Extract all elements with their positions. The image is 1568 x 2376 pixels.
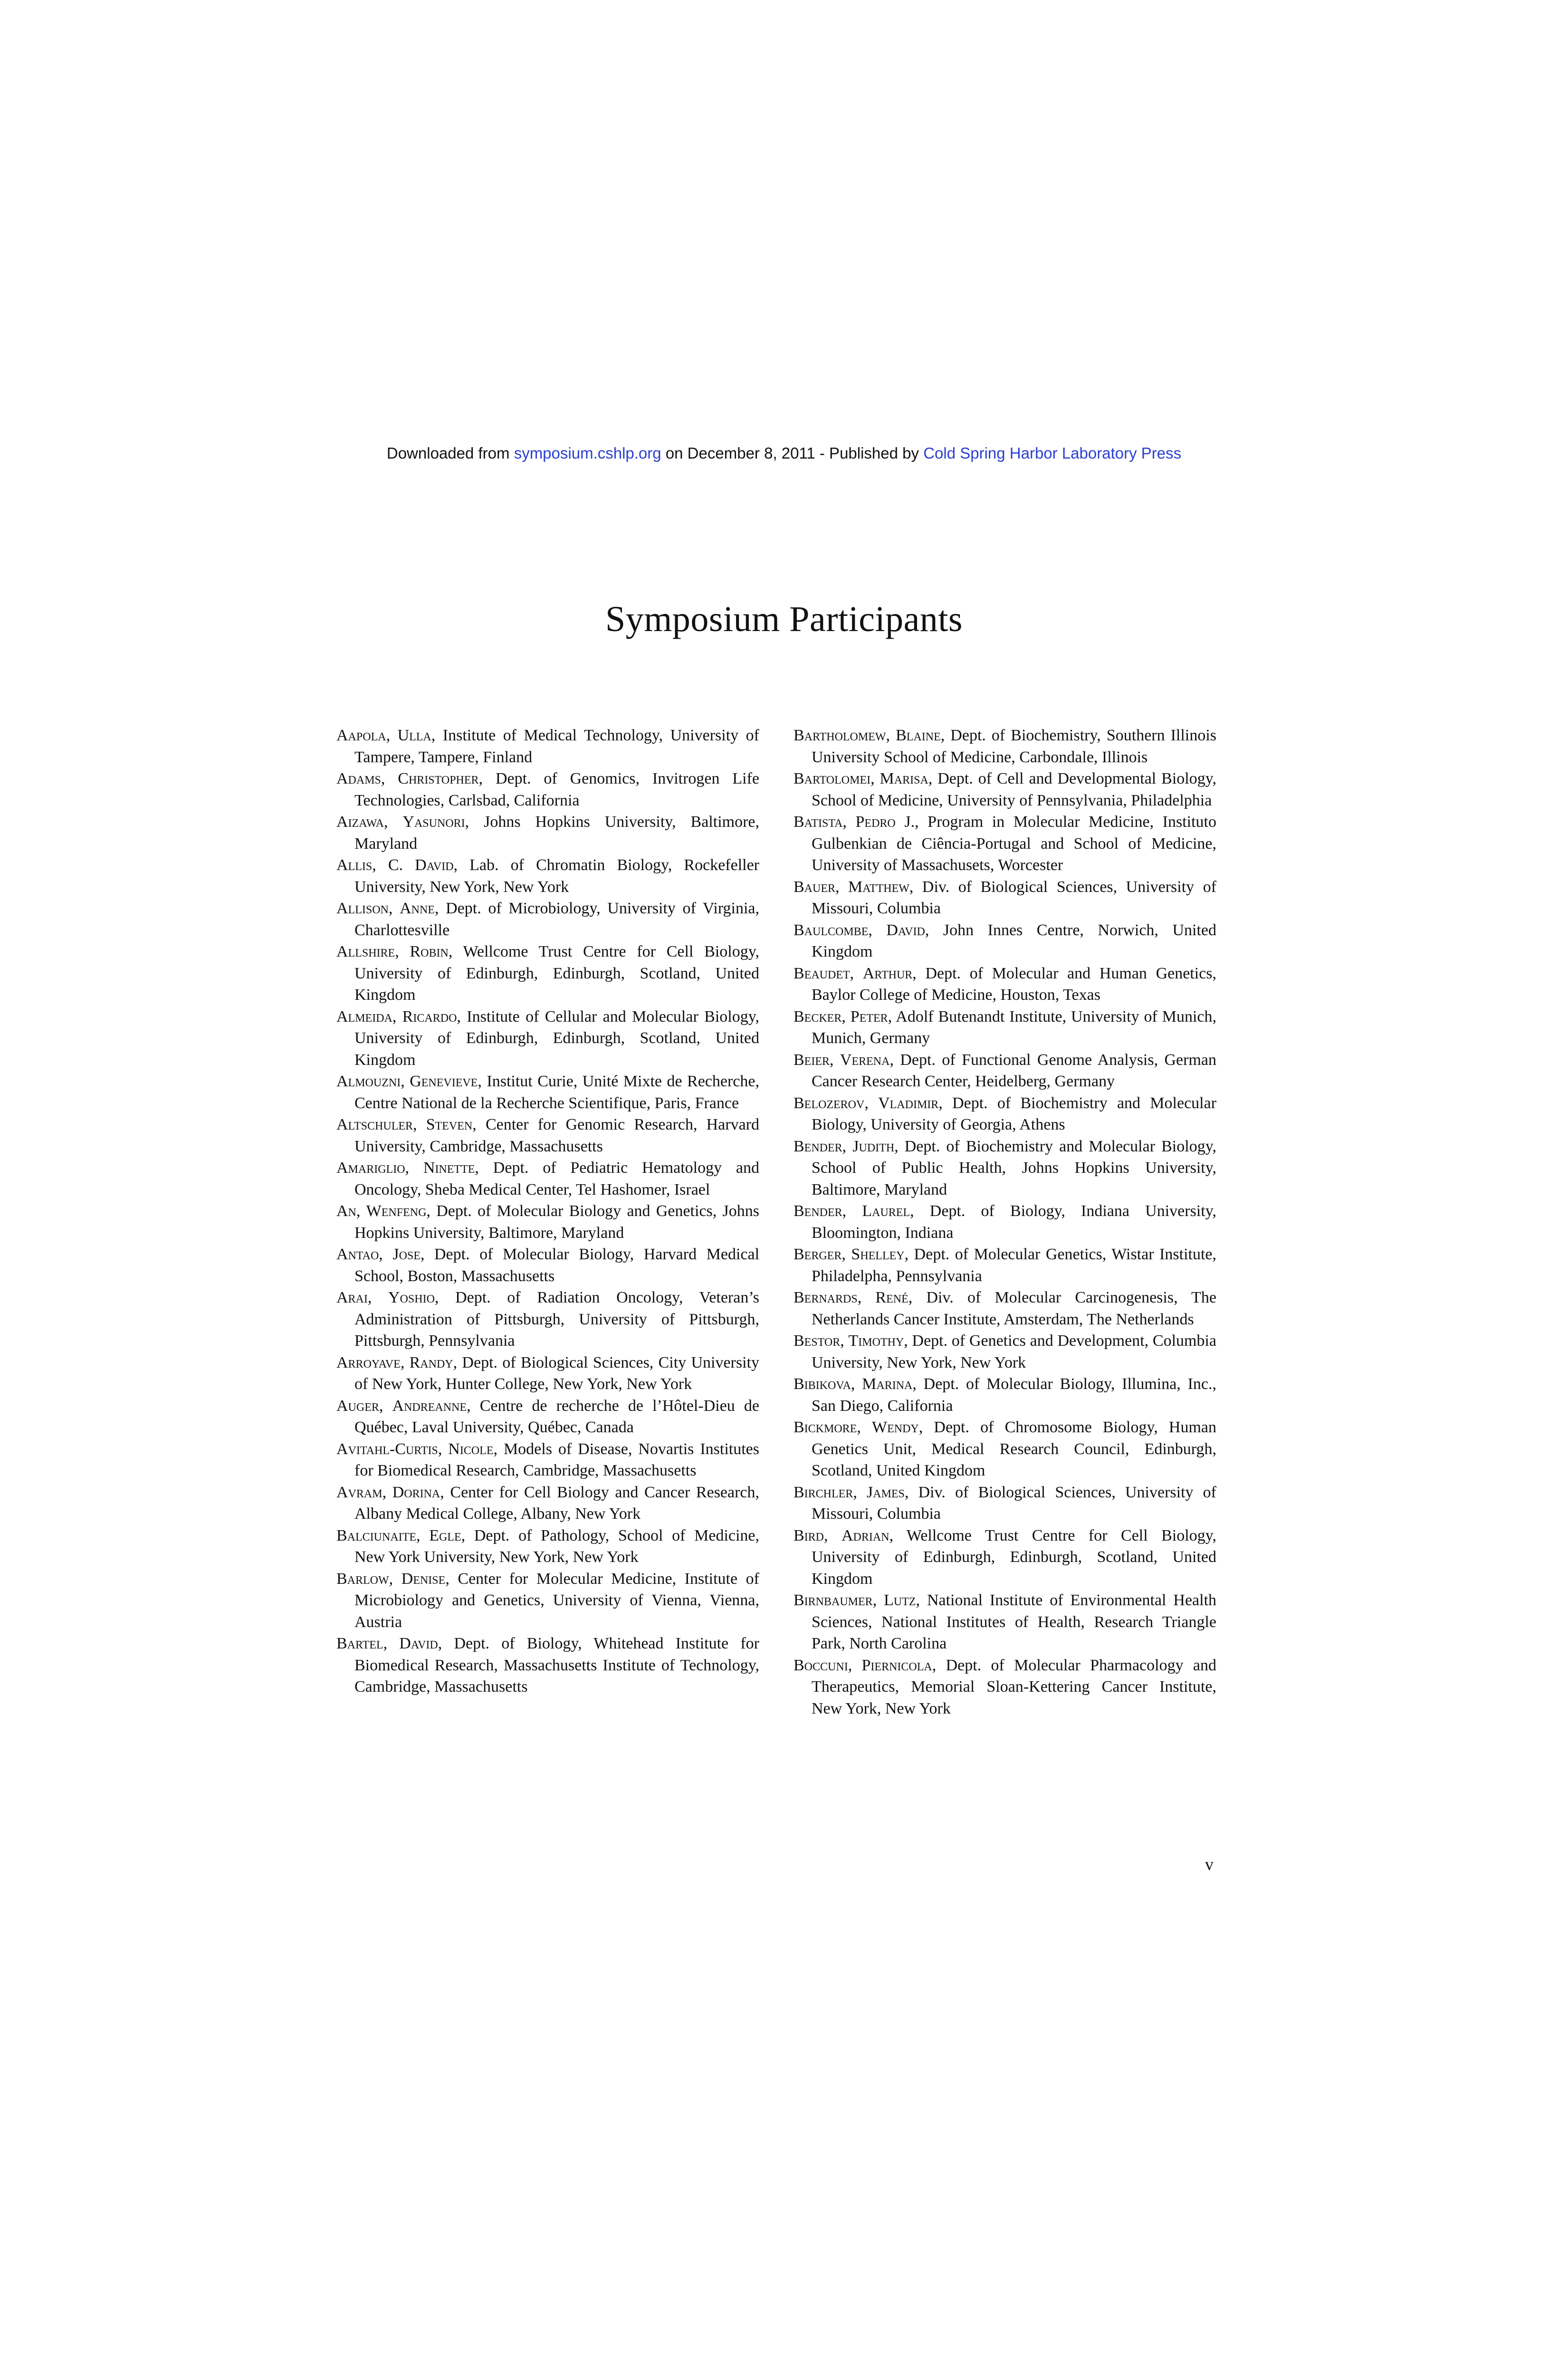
participant-surname: Baulcombe — [794, 921, 869, 939]
participant-surname: Allshire — [336, 943, 395, 960]
participant-surname: Arroyave — [336, 1353, 401, 1371]
banner-prefix: Downloaded from — [386, 444, 514, 462]
participant-entry: Aapola, Ulla, Institute of Medical Technology, University of Tampere, Tampere, Finland — [336, 727, 759, 766]
participant-affiliation: Johns Hopkins University, Baltimore, Maryland — [354, 813, 760, 853]
participant-affiliation: Div. of Biological Sciences, University of Missouri, Columbia — [812, 878, 1217, 917]
participant-given-name: Christopher — [398, 770, 479, 787]
participant-surname: Amariglio — [336, 1159, 405, 1177]
participant-entry: Beier, Verena, Dept. of Functional Genome Analysis, German Cancer Research Center, Heidelberg, Germany — [794, 1051, 1217, 1090]
participant-surname: Auger — [336, 1397, 379, 1415]
participant-surname: Bartholomew — [794, 727, 886, 744]
participant-given-name: Robin — [410, 943, 449, 960]
participant-given-name: Ulla — [397, 727, 431, 744]
site-link[interactable]: symposium.cshlp.org — [514, 444, 661, 462]
participant-given-name: Arthur — [862, 964, 913, 982]
participant-entry: Boccuni, Piernicola, Dept. of Molecular Pharmacology and Therapeutics, Memorial Sloan-Kettering Cancer Institute, New York, New York — [794, 1656, 1216, 1717]
participant-given-name: René — [875, 1289, 908, 1306]
participant-affiliation: Center for Cell Biology and Cancer Research, Albany Medical College, Albany, New York — [354, 1483, 760, 1523]
participant-given-name: Anne — [400, 900, 435, 917]
participant-affiliation: Dept. of Molecular Genetics, Wistar Institute, Philadelpha, Pennsylvania — [812, 1245, 1217, 1285]
participant-entry: Barlow, Denise, Center for Molecular Medicine, Institute of Microbiology and Genetics, University of Vienna, Vienna, Austria — [336, 1570, 760, 1631]
participant-entry: Becker, Peter, Adolf Butenandt Institute, University of Munich, Munich, Germany — [794, 1007, 1217, 1047]
participant-given-name: Lutz — [884, 1591, 916, 1609]
participant-surname: Birnbaumer — [794, 1591, 873, 1609]
participant-entry: Belozerov, Vladimir, Dept. of Biochemistry and Molecular Biology, University of Georgia, Athens — [794, 1094, 1217, 1133]
participant-affiliation: Dept. of Biochemistry and Molecular Biology, University of Georgia, Athens — [812, 1094, 1217, 1133]
participant-surname: Bartel — [336, 1635, 383, 1652]
participant-given-name: Peter — [850, 1007, 888, 1025]
participant-affiliation: Dept. of Biochemistry, Southern Illinois University School of Medicine, Carbondale, Illinois — [812, 727, 1216, 766]
participant-surname: Adams — [336, 770, 381, 787]
participants-column-left — [336, 725, 759, 1698]
participant-given-name: Steven — [426, 1116, 473, 1133]
participant-surname: Almouzni — [336, 1073, 401, 1090]
participant-entry: Avram, Dorina, Center for Cell Biology and Cancer Research, Albany Medical College, Albany, New York — [336, 1483, 760, 1523]
participant-entry: Bickmore, Wendy, Dept. of Chromosome Biology, Human Genetics Unit, Medical Research Council, Edinburgh, Scotland, United Kingdom — [794, 1418, 1217, 1479]
participant-affiliation: Dept. of Biochemistry and Molecular Biology, School of Public Health, Johns Hopkins University, Baltimore, Maryland — [812, 1137, 1216, 1198]
participant-affiliation: Models of Disease, Novartis Institutes for Biomedical Research, Cambridge, Massachusetts — [354, 1440, 759, 1479]
participant-given-name: Shelley — [851, 1245, 905, 1263]
participant-surname: Boccuni — [794, 1656, 848, 1674]
participant-affiliation: Div. of Biological Sciences, University of Missouri, Columbia — [812, 1483, 1217, 1523]
participant-given-name: Denise — [401, 1570, 446, 1588]
participant-given-name: Andreanne — [392, 1397, 467, 1415]
participant-entry: Amariglio, Ninette, Dept. of Pediatric Hematology and Oncology, Sheba Medical Center, Tel Hashomer, Israel — [336, 1159, 760, 1198]
participant-entry: Arroyave, Randy, Dept. of Biological Sciences, City University of New York, Hunter College, New York, New York — [336, 1353, 759, 1393]
participant-entry: Batista, Pedro J., Program in Molecular Medicine, Instituto Gulbenkian de Ciência-Portugal and School of Medicine, University of Massachusets, Worcester — [794, 813, 1217, 874]
participant-affiliation: Dept. of Genomics, Invitrogen Life Technologies, Carlsbad, California — [354, 770, 760, 809]
banner-middle: on December 8, 2011 - Published by — [661, 444, 924, 462]
participant-affiliation: Dept. of Molecular and Human Genetics, Baylor College of Medicine, Houston, Texas — [812, 964, 1217, 1004]
participant-given-name: Jose — [392, 1245, 421, 1263]
participant-given-name: Ninette — [423, 1159, 475, 1177]
participant-affiliation: Institute of Cellular and Molecular Biology, University of Edinburgh, Edinburgh, Scotland, United Kingdom — [354, 1007, 760, 1069]
participant-surname: Antao — [336, 1245, 379, 1263]
participant-surname: Arai — [336, 1289, 368, 1306]
participant-entry: Altschuler, Steven, Center for Genomic Research, Harvard University, Cambridge, Massachusetts — [336, 1116, 759, 1155]
participant-given-name: David — [399, 1635, 438, 1652]
participant-surname: Allis — [336, 856, 373, 874]
participant-entry: Beaudet, Arthur, Dept. of Molecular and Human Genetics, Baylor College of Medicine, Houston, Texas — [794, 964, 1217, 1004]
participant-entry: Allis, C. David, Lab. of Chromatin Biology, Rockefeller University, New York, New York — [336, 856, 760, 896]
participant-given-name: Verena — [840, 1051, 890, 1069]
participant-affiliation: Dept. of Biology, Whitehead Institute for Biomedical Research, Massachusetts Institute of Technology, Cambridge, Massachusetts — [354, 1635, 760, 1696]
participant-surname: Barlow — [336, 1570, 389, 1588]
participant-given-name: Randy — [409, 1353, 453, 1371]
participant-affiliation: Dept. of Radiation Oncology, Veteran’s Administration of Pittsburgh, University of Pittsburgh, Pittsburgh, Pennsylvania — [354, 1289, 759, 1350]
participant-given-name: Yoshio — [388, 1289, 435, 1306]
page-number: v — [1205, 1855, 1214, 1874]
participant-entry: Bauer, Matthew, Div. of Biological Sciences, University of Missouri, Columbia — [794, 878, 1217, 917]
participant-affiliation: Wellcome Trust Centre for Cell Biology, University of Edinburgh, Edinburgh, Scotland, United Kingdom — [812, 1526, 1217, 1588]
participant-given-name: Dorina — [392, 1483, 440, 1501]
participant-affiliation: Dept. of Molecular Pharmacology and Therapeutics, Memorial Sloan-Kettering Cancer Institute, New York, New York — [812, 1656, 1216, 1717]
participant-entry: Allison, Anne, Dept. of Microbiology, University of Virginia, Charlottesville — [336, 900, 760, 939]
participant-affiliation: Dept. of Genetics and Development, Columbia University, New York, New York — [812, 1332, 1216, 1371]
participant-entry: Adams, Christopher, Dept. of Genomics, Invitrogen Life Technologies, Carlsbad, California — [336, 770, 760, 809]
participant-entry: Avitahl-Curtis, Nicole, Models of Disease, Novartis Institutes for Biomedical Research, Cambridge, Massachusetts — [336, 1440, 759, 1479]
participant-given-name: Blaine — [896, 727, 941, 744]
participant-entry: Allshire, Robin, Wellcome Trust Centre for Cell Biology, University of Edinburgh, Edinburgh, Scotland, United Kingdom — [336, 943, 760, 1004]
participant-surname: Bibikova — [794, 1375, 851, 1393]
participant-entry: Birnbaumer, Lutz, National Institute of Environmental Health Sciences, National Institutes of Health, Research Triangle Park, North Carolina — [794, 1591, 1217, 1652]
participant-affiliation: Dept. of Biology, Indiana University, Bloomington, Indiana — [812, 1202, 1217, 1242]
download-banner — [0, 444, 1568, 462]
participant-entry: Bartel, David, Dept. of Biology, Whitehead Institute for Biomedical Research, Massachusetts Institute of Technology, Cambridge, Massachusetts — [336, 1635, 760, 1696]
participant-given-name: Egle — [429, 1526, 461, 1544]
participant-entry: Bestor, Timothy, Dept. of Genetics and Development, Columbia University, New York, New York — [794, 1332, 1216, 1371]
participant-given-name: Timothy — [848, 1332, 904, 1350]
participant-entry: Bird, Adrian, Wellcome Trust Centre for Cell Biology, University of Edinburgh, Edinburgh, Scotland, United Kingdom — [794, 1526, 1217, 1588]
participant-entry: Birchler, James, Div. of Biological Sciences, University of Missouri, Columbia — [794, 1483, 1217, 1523]
participant-given-name: Marina — [862, 1375, 913, 1393]
participant-affiliation: Centre de recherche de l’Hôtel-Dieu de Québec, Laval University, Québec, Canada — [354, 1397, 760, 1436]
participant-surname: Beaudet — [794, 964, 850, 982]
participant-surname: An — [336, 1202, 356, 1220]
participant-given-name: James — [867, 1483, 905, 1501]
participant-entry: Almouzni, Genevieve, Institut Curie, Unité Mixte de Recherche, Centre National de la Recherche Scientifique, Paris, France — [336, 1073, 760, 1112]
participant-given-name: Pedro J. — [855, 813, 915, 831]
participant-surname: Bestor — [794, 1332, 841, 1350]
participant-surname: Almeida — [336, 1007, 392, 1025]
participant-entry: Almeida, Ricardo, Institute of Cellular and Molecular Biology, University of Edinburgh, Edinburgh, Scotland, United Kingdom — [336, 1007, 760, 1069]
participant-affiliation: Dept. of Molecular Biology, Harvard Medical School, Boston, Massachusetts — [354, 1245, 760, 1285]
participant-surname: Altschuler — [336, 1116, 413, 1133]
participant-surname: Belozerov — [794, 1094, 865, 1112]
participant-entry: Aizawa, Yasunori, Johns Hopkins University, Baltimore, Maryland — [336, 813, 760, 853]
participant-given-name: Vladimir — [878, 1094, 939, 1112]
participant-surname: Avitahl-Curtis — [336, 1440, 438, 1458]
participant-affiliation: Dept. of Functional Genome Analysis, German Cancer Research Center, Heidelberg, Germany — [812, 1051, 1217, 1090]
participant-given-name: David — [886, 921, 925, 939]
participant-surname: Bernards — [794, 1289, 858, 1306]
participant-affiliation: Adolf Butenandt Institute, University of Munich, Munich, Germany — [812, 1007, 1217, 1047]
participant-surname: Bickmore — [794, 1418, 857, 1436]
participant-affiliation: Center for Molecular Medicine, Institute of Microbiology and Genetics, University of Vienna, Vienna, Austria — [354, 1570, 760, 1631]
participant-affiliation: National Institute of Environmental Health Sciences, National Institutes of Health, Research Triangle Park, North Carolina — [812, 1591, 1217, 1652]
participant-given-name: Ricardo — [402, 1007, 457, 1025]
participant-affiliation: Program in Molecular Medicine, Instituto Gulbenkian de Ciência-Portugal and School of Medicine, University of Massachusets, Worcester — [812, 813, 1217, 874]
participant-surname: Berger — [794, 1245, 842, 1263]
participant-surname: Bender — [794, 1202, 842, 1220]
participant-entry: Bibikova, Marina, Dept. of Molecular Biology, Illumina, Inc., San Diego, California — [794, 1375, 1216, 1415]
participant-given-name: Yasunori — [402, 813, 465, 831]
participant-entry: Antao, Jose, Dept. of Molecular Biology, Harvard Medical School, Boston, Massachusetts — [336, 1245, 760, 1285]
participant-entry: Bender, Judith, Dept. of Biochemistry and Molecular Biology, School of Public Health, Johns Hopkins University, Baltimore, Maryland — [794, 1137, 1216, 1198]
participant-given-name: Wendy — [872, 1418, 919, 1436]
publisher-link[interactable]: Cold Spring Harbor Laboratory Press — [923, 444, 1182, 462]
participant-entry: Baulcombe, David, John Innes Centre, Norwich, United Kingdom — [794, 921, 1216, 960]
participant-surname: Aapola — [336, 727, 386, 744]
participant-entry: Bender, Laurel, Dept. of Biology, Indiana University, Bloomington, Indiana — [794, 1202, 1217, 1242]
participant-surname: Allison — [336, 900, 389, 917]
participant-surname: Balciunaite — [336, 1526, 416, 1544]
participant-given-name: Nicole — [448, 1440, 494, 1458]
participant-entry: Arai, Yoshio, Dept. of Radiation Oncology, Veteran’s Administration of Pittsburgh, University of Pittsburgh, Pittsburgh, Pennsylvania — [336, 1289, 759, 1350]
participant-affiliation: Dept. of Pediatric Hematology and Oncology, Sheba Medical Center, Tel Hashomer, Israel — [354, 1159, 760, 1198]
participant-surname: Birchler — [794, 1483, 853, 1501]
participant-affiliation: Dept. of Cell and Developmental Biology, School of Medicine, University of Pennsylvania, Philadelphia — [812, 770, 1217, 809]
page-title: Symposium Participants — [605, 599, 963, 639]
participant-given-name: Piernicola — [861, 1656, 932, 1674]
participant-given-name: Adrian — [841, 1526, 889, 1544]
participant-surname: Aizawa — [336, 813, 384, 831]
participant-entry: Bartolomei, Marisa, Dept. of Cell and Developmental Biology, School of Medicine, University of Pennsylvania, Philadelphia — [794, 770, 1217, 809]
participant-entry: Auger, Andreanne, Centre de recherche de l’Hôtel-Dieu de Québec, Laval University, Québec, Canada — [336, 1397, 760, 1436]
participant-surname: Avram — [336, 1483, 382, 1501]
participant-entry: Bernards, René, Div. of Molecular Carcinogenesis, The Netherlands Cancer Institute, Amsterdam, The Netherlands — [794, 1289, 1217, 1328]
participants-column-right — [794, 725, 1216, 1719]
participant-surname: Bauer — [794, 878, 836, 896]
participant-given-name: C. David — [388, 856, 454, 874]
participant-given-name: Matthew — [848, 878, 909, 896]
participant-entry: Balciunaite, Egle, Dept. of Pathology, School of Medicine, New York University, New York, New York — [336, 1526, 760, 1566]
participant-entry: An, Wenfeng, Dept. of Molecular Biology and Genetics, Johns Hopkins University, Baltimore, Maryland — [336, 1202, 759, 1242]
participant-surname: Bird — [794, 1526, 824, 1544]
participant-surname: Beier — [794, 1051, 830, 1069]
participant-affiliation: Lab. of Chromatin Biology, Rockefeller University, New York, New York — [354, 856, 760, 896]
participant-affiliation: Dept. of Microbiology, University of Virginia, Charlottesville — [354, 900, 760, 939]
participant-affiliation: John Innes Centre, Norwich, United Kingdom — [812, 921, 1216, 960]
participant-surname: Batista — [794, 813, 843, 831]
participant-affiliation: Dept. of Biological Sciences, City University of New York, Hunter College, New York, New York — [354, 1353, 759, 1393]
participant-given-name: Genevieve — [410, 1073, 478, 1090]
participant-affiliation: Center for Genomic Research, Harvard University, Cambridge, Massachusetts — [354, 1116, 759, 1155]
participant-surname: Becker — [794, 1007, 842, 1025]
participant-affiliation: Dept. of Molecular Biology and Genetics, Johns Hopkins University, Baltimore, Maryland — [354, 1202, 759, 1242]
participant-given-name: Marisa — [880, 770, 928, 787]
participant-affiliation: Dept. of Molecular Biology, Illumina, Inc., San Diego, California — [812, 1375, 1216, 1415]
participant-affiliation: Dept. of Pathology, School of Medicine, New York University, New York, New York — [354, 1526, 760, 1566]
participant-entry: Bartholomew, Blaine, Dept. of Biochemistry, Southern Illinois University School of Medicine, Carbondale, Illinois — [794, 727, 1216, 766]
participant-given-name: Laurel — [862, 1202, 910, 1220]
participant-affiliation: Institute of Medical Technology, University of Tampere, Tampere, Finland — [354, 727, 759, 766]
participant-given-name: Judith — [852, 1137, 895, 1155]
participant-affiliation: Wellcome Trust Centre for Cell Biology, University of Edinburgh, Edinburgh, Scotland, United Kingdom — [354, 943, 760, 1004]
participant-affiliation: Institut Curie, Unité Mixte de Recherche, Centre National de la Recherche Scientifique, Paris, France — [354, 1073, 760, 1112]
participant-entry: Berger, Shelley, Dept. of Molecular Genetics, Wistar Institute, Philadelpha, Pennsylvania — [794, 1245, 1217, 1285]
participant-affiliation: Div. of Molecular Carcinogenesis, The Netherlands Cancer Institute, Amsterdam, The Netherlands — [812, 1289, 1217, 1328]
participant-surname: Bartolomei — [794, 770, 871, 787]
participant-given-name: Wenfeng — [366, 1202, 427, 1220]
participant-affiliation: Dept. of Chromosome Biology, Human Genetics Unit, Medical Research Council, Edinburgh, Scotland, United Kingdom — [812, 1418, 1217, 1479]
participant-surname: Bender — [794, 1137, 842, 1155]
